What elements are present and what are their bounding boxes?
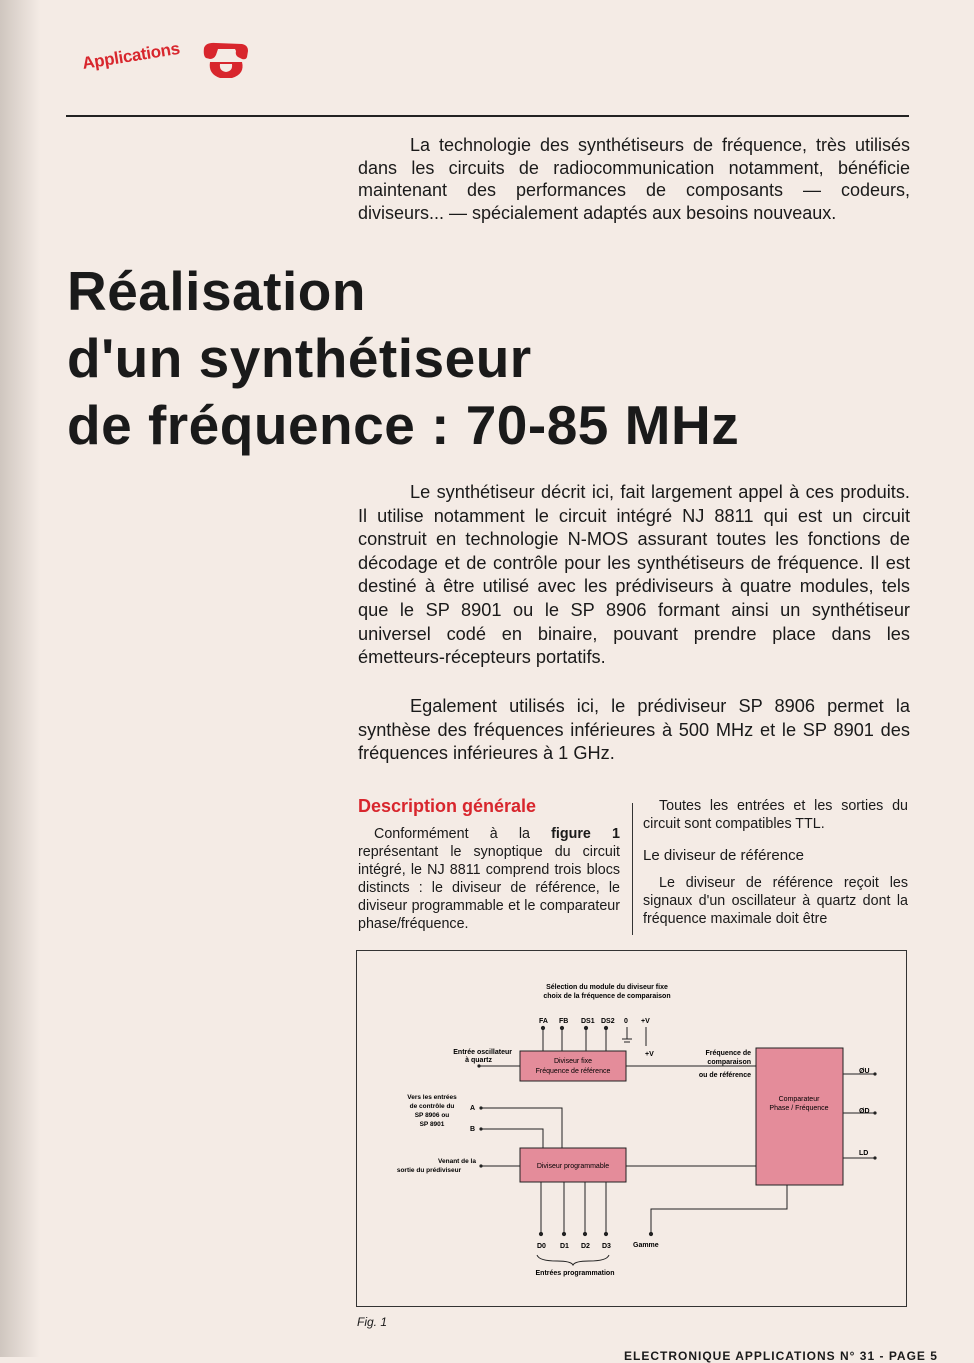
ttl-paragraph: Toutes les entrées et les sorties du circuit sont compatibles TTL. [643,798,908,832]
right-column [643,797,908,928]
programmable-divider-label: Diviseur programmable [536,1163,610,1170]
reference-divider-block [520,1051,626,1081]
telephone-icon [202,40,250,82]
output-d: ØD [859,1108,870,1115]
left-column [358,796,620,933]
subheading-reference-divider: Le diviseur de référence [643,847,804,864]
control-label-2: de contrôle du [409,1103,455,1110]
figure-reference: figure 1 [551,826,620,842]
title-line-2: d'un synthétiseur [67,327,532,389]
output-wires [843,1074,875,1158]
figure-caption: Fig. 1 [357,1315,388,1329]
comparator-label-1: Comparateur [778,1096,820,1103]
description-text-end: représentant le synoptique du circuit intégré, le NJ 8811 comprend trois blocs distincts : le diviseur de référence, le diviseur programmable et le comparateur phase/fréquence. [358,844,620,932]
top-rule [66,115,909,117]
frequency-label-1: Fréquence de [705,1050,751,1057]
section-label: Applications [80,38,182,74]
input-d3: D3 [602,1243,611,1250]
output-u-terminal [873,1072,876,1075]
pin-plusv-2: +V [645,1051,654,1058]
section-logo [80,38,274,90]
output-d-terminal [873,1111,876,1114]
prescaler-label-2: sortie du prédiviseur [396,1167,462,1174]
pin-leads [541,1026,646,1051]
title-line-1: Réalisation [67,260,366,322]
page-edge-shadow [0,0,40,1357]
input-gamme: Gamme [633,1242,659,1249]
column-divider [632,803,633,935]
body-paragraph-1: Le synthétiseur décrit ici, fait largement appel à ces produits. Il utilise notamment le circuit intégré NJ 8811 qui est un circuit construit en technologie N-MOS assurant toutes les fonctions de décodage et de contrôle pour les synthétiseurs de fréquence. Il est destiné à être utilisé avec les prédiviseurs à quatre modules, tels que le SP 8901 ou le SP 8906 formant ainsi un synthétiseur universel codé en binaire, pouvant prendre place dans les émetteurs-récepteurs portatifs. [358,482,910,668]
pin-ds2: DS2 [601,1018,615,1025]
programming-leads [539,1182,787,1236]
input-d0: D0 [537,1243,546,1250]
section-heading: Description générale [358,796,537,816]
control-b: B [470,1126,476,1133]
reference-divider-paragraph: Le diviseur de référence reçoit les signaux d'un oscillateur à quartz dont la fréquence maximale doit être [643,875,908,927]
oscillator-label-2: à quartz [465,1057,492,1064]
pin-plusv: +V [641,1018,650,1025]
control-wires [481,1108,562,1148]
pin-fa: FA [539,1018,548,1025]
block-diagram [357,951,908,1308]
prescaler-label-1: Venant de la [438,1158,476,1165]
reference-divider-label-1: Diviseur fixe [553,1058,593,1065]
oscillator-terminal [477,1064,480,1067]
input-d2: D2 [581,1243,590,1250]
control-label-3: SP 8906 ou [414,1112,450,1119]
comparator-label-2: Phase / Fréquence [769,1105,829,1112]
output-u: ØU [859,1068,870,1075]
control-label-1: Vers les entrées [407,1094,457,1101]
output-ld-terminal [873,1156,876,1159]
body-paragraph-2: Egalement utilisés ici, le prédiviseur SP 8906 permet la synthèse des fréquences inférieures à 500 MHz et le SP 8901 des fréquences inférieures à 1 GHz. [358,696,910,764]
control-a: A [470,1105,476,1112]
control-a-terminal [479,1106,482,1109]
prescaler-terminal [479,1164,482,1167]
pin-zero: 0 [624,1018,628,1025]
programming-inputs-label: Entrées programmation [535,1270,615,1277]
page-footer: ELECTRONIQUE APPLICATIONS N° 31 - PAGE 5 [624,1349,938,1363]
selection-label-1: Sélection du module du diviseur fixe [546,984,668,991]
description-paragraph [358,825,620,933]
comparator-block [756,1048,843,1185]
selection-label-2: choix de la fréquence de comparaison [543,993,671,1000]
title-line-3: de fréquence : 70-85 MHz [67,394,740,456]
oscillator-label-1: Entrée oscillateur [453,1049,512,1056]
input-d1: D1 [560,1243,569,1250]
frequency-label-2: comparaison [707,1059,751,1066]
pin-fb: FB [559,1018,569,1025]
article-title [67,258,947,459]
output-ld: LD [859,1150,869,1157]
frequency-label-3: ou de référence [698,1072,751,1079]
figure-1 [356,950,907,1307]
description-text-start: Conformément à la [374,826,552,842]
control-label-4: SP 8901 [419,1121,445,1128]
control-b-terminal [479,1127,482,1130]
reference-divider-label-2: Fréquence de référence [535,1068,611,1075]
intro-paragraph: La technologie des synthétiseurs de fréquence, très utilisés dans les circuits de radiocommunication notamment, bénéficie maintenant des performances de composants — codeurs, diviseurs... — spécialement adaptés aux besoins nouveaux. [358,135,910,223]
programming-brace [537,1255,609,1265]
pin-ds1: DS1 [581,1018,595,1025]
